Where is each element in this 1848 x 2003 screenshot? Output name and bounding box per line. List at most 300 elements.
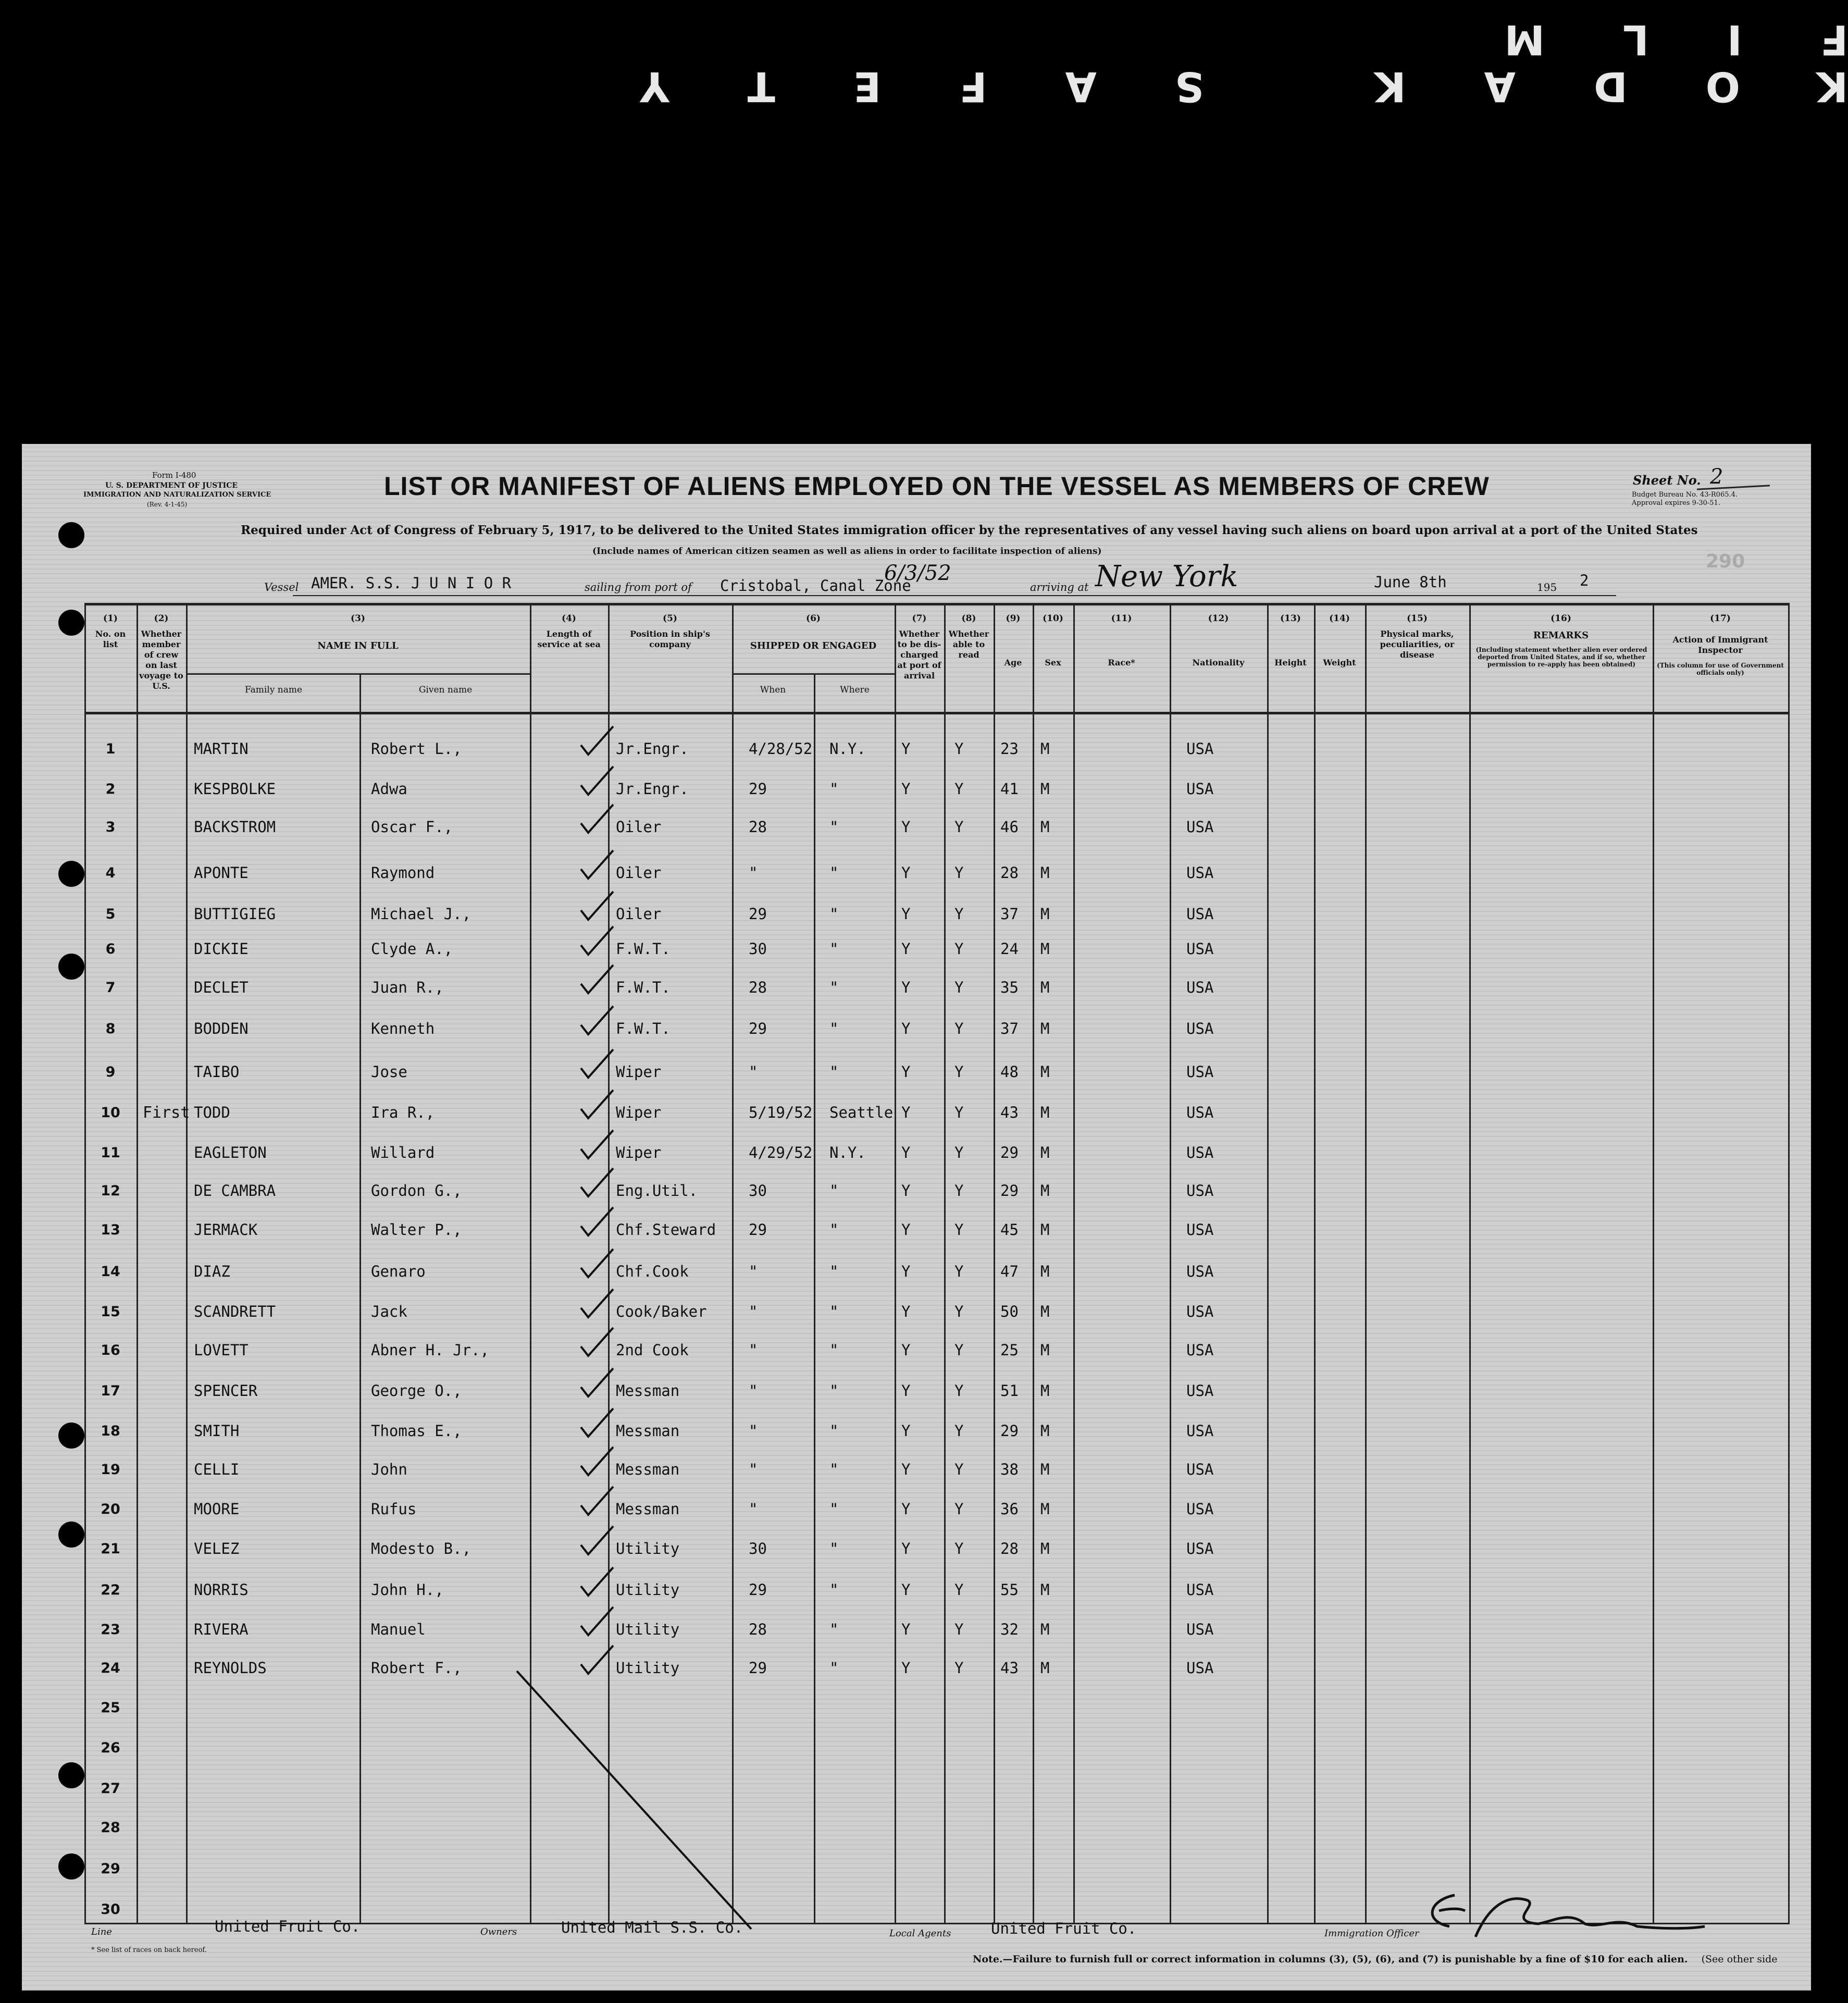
family-name: BUTTIGIEG: [194, 905, 276, 923]
given-name: Oscar F.,: [371, 818, 453, 836]
column-divider: [1365, 603, 1367, 1924]
sheet-number-label: Sheet No.: [1633, 473, 1701, 488]
column-divider: [1073, 603, 1075, 1924]
family-name: TODD: [194, 1104, 230, 1121]
check-mark: [577, 1445, 618, 1481]
check-mark: [577, 889, 618, 926]
owners-label: Owners: [480, 1926, 517, 1937]
column-number: (8): [961, 613, 976, 624]
races-note: * See list of races on back hereof.: [91, 1946, 207, 1954]
discharged-flag: Y: [901, 780, 911, 798]
position: Oiler: [616, 905, 662, 923]
shipped-where: ": [829, 905, 839, 923]
position: F.W.T.: [616, 979, 671, 996]
film-edge-text: [0, 0, 1848, 109]
header-bottom-border: [84, 712, 1788, 714]
check-mark: [577, 1088, 618, 1124]
read-flag: Y: [954, 1303, 964, 1320]
sex: M: [1040, 1621, 1050, 1638]
punch-hole: [58, 1423, 84, 1449]
nationality: USA: [1186, 940, 1214, 958]
family-name: EAGLETON: [194, 1144, 267, 1161]
position: Utility: [616, 1540, 680, 1557]
position: F.W.T.: [616, 1020, 671, 1037]
check-mark: [577, 802, 618, 839]
discharged-flag: Y: [901, 1621, 911, 1638]
given-name: Jack: [371, 1303, 407, 1320]
shipped-when: 30: [749, 940, 767, 958]
given-name: John: [371, 1461, 407, 1478]
shipped-where: ": [829, 1020, 839, 1037]
family-name: RIVERA: [194, 1621, 249, 1638]
age: 32: [1000, 1621, 1019, 1638]
row-number: 27: [101, 1781, 120, 1797]
table-top-border: [84, 603, 1788, 605]
family-name: BACKSTROM: [194, 818, 276, 836]
row-number: 4: [105, 865, 116, 881]
check-mark: [577, 764, 618, 801]
family-name-header: Family name: [244, 685, 303, 695]
age: 36: [1000, 1500, 1019, 1518]
subcolumn-divider: [359, 673, 361, 1924]
column-number: (16): [1551, 613, 1571, 624]
year-suffix: 2: [1580, 572, 1589, 589]
shipped-when: 30: [749, 1182, 767, 1200]
nationality: USA: [1186, 1500, 1214, 1518]
read-flag: Y: [954, 1540, 964, 1557]
row-number: 3: [105, 819, 116, 835]
row-number: 23: [101, 1622, 120, 1638]
discharged-flag: Y: [901, 1341, 911, 1359]
line-value: United Fruit Co.: [215, 1918, 361, 1935]
row-number: 5: [105, 906, 116, 922]
discharged-flag: Y: [901, 740, 911, 758]
shipped-where: Seattle: [829, 1104, 894, 1121]
discharged-flag: Y: [901, 1500, 911, 1518]
given-name: Kenneth: [371, 1020, 435, 1037]
discharged-flag: Y: [901, 1104, 911, 1121]
sex: M: [1040, 1303, 1050, 1320]
column-label: SHIPPED OR ENGAGED: [750, 640, 877, 651]
punch-hole: [58, 1522, 84, 1548]
shipped-where: ": [829, 1221, 839, 1239]
row-number: 12: [101, 1183, 120, 1199]
row-number: 29: [101, 1861, 120, 1877]
shipped-when: ": [749, 1422, 758, 1440]
given-name-header: Given name: [418, 685, 473, 695]
given-name: Modesto B.,: [371, 1540, 472, 1557]
column-number: (15): [1407, 613, 1428, 624]
column-number: (5): [663, 613, 677, 624]
column-label: REMARKS: [1533, 630, 1589, 641]
shipped-when: 29: [749, 780, 767, 798]
row-number: 2: [105, 781, 116, 797]
position: Messman: [616, 1500, 680, 1518]
column-number: (14): [1329, 613, 1350, 624]
department: U. S. DEPARTMENT OF JUSTICE: [105, 481, 238, 490]
shipped-where: ": [829, 1500, 839, 1518]
nationality: USA: [1186, 1063, 1214, 1081]
column-divider: [944, 603, 946, 1924]
position: Utility: [616, 1621, 680, 1638]
column-label: Nationality: [1192, 658, 1245, 667]
form-number: Form I-480: [152, 471, 196, 480]
budget-bureau: Budget Bureau No. 43-R065.4.: [1632, 491, 1738, 499]
age: 23: [1000, 740, 1019, 758]
age: 29: [1000, 1144, 1019, 1161]
where-header: Where: [840, 685, 870, 695]
given-name: Genaro: [371, 1263, 426, 1280]
given-name: Walter P.,: [371, 1221, 462, 1239]
position: Cook/Baker: [616, 1303, 707, 1320]
voyage-underline: [293, 595, 1616, 596]
handwritten-date: 6/3/52: [884, 561, 951, 585]
shipped-where: N.Y.: [829, 740, 866, 758]
row-number: 30: [101, 1901, 120, 1918]
nationality: USA: [1186, 1104, 1214, 1121]
arrival-date: June 8th: [1374, 573, 1447, 591]
shipped-where: ": [829, 1341, 839, 1359]
discharged-flag: Y: [901, 1020, 911, 1037]
vessel-name: AMER. S.S. J U N I O R: [311, 574, 512, 592]
read-flag: Y: [954, 1461, 964, 1478]
column-divider: [1170, 603, 1171, 1924]
shipped-when: 5/19/52: [749, 1104, 813, 1121]
form-subtitle-note: (Include names of American citizen seamen as well as aliens in order to facilitate inspection of aliens): [592, 546, 1102, 557]
read-flag: Y: [954, 1104, 964, 1121]
crew-last-voyage: First: [143, 1104, 190, 1122]
column-label: Action of Immigrant Inspector: [1672, 635, 1768, 655]
position: Messman: [616, 1382, 680, 1400]
shipped-when: 29: [749, 1659, 767, 1677]
row-number: 28: [101, 1820, 120, 1836]
owners-value: United Mail S.S. Co.: [561, 1919, 743, 1936]
column-divider: [1469, 603, 1471, 1924]
column-divider: [994, 603, 995, 1924]
row-number: 21: [101, 1541, 120, 1557]
read-flag: Y: [954, 864, 964, 882]
nationality: USA: [1186, 1020, 1214, 1037]
column-label: Physical marks, peculiarities, or disease: [1380, 629, 1455, 660]
family-name: JERMACK: [194, 1221, 258, 1239]
given-name: Robert F.,: [371, 1659, 462, 1677]
read-flag: Y: [954, 1221, 964, 1239]
column-divider: [1033, 603, 1034, 1924]
age: 43: [1000, 1104, 1019, 1121]
row-number: 17: [101, 1383, 120, 1399]
row-number: 9: [105, 1064, 116, 1080]
read-flag: Y: [954, 940, 964, 958]
shipped-where: ": [829, 1540, 839, 1557]
position: Oiler: [616, 864, 662, 882]
sex: M: [1040, 1063, 1050, 1081]
officer-label: Immigration Officer: [1324, 1928, 1419, 1939]
film-edge-label: KODAK SAFETY FILM: [562, 16, 1848, 109]
row-number: 20: [101, 1501, 120, 1517]
punch-hole: [58, 954, 84, 980]
position: Wiper: [616, 1104, 662, 1121]
nationality: USA: [1186, 1182, 1214, 1200]
sex: M: [1040, 864, 1050, 882]
agents-value: United Fruit Co.: [991, 1920, 1137, 1937]
sex: M: [1040, 1341, 1050, 1359]
read-flag: Y: [954, 1500, 964, 1518]
discharged-flag: Y: [901, 818, 911, 836]
family-name: KESPBOLKE: [194, 780, 276, 798]
nationality: USA: [1186, 864, 1214, 882]
family-name: REYNOLDS: [194, 1659, 267, 1677]
read-flag: Y: [954, 1422, 964, 1440]
shipped-when: ": [749, 1461, 758, 1478]
position: Utility: [616, 1581, 680, 1599]
line-label: Line: [91, 1926, 112, 1937]
age: 29: [1000, 1422, 1019, 1440]
discharged-flag: Y: [901, 1659, 911, 1677]
given-name: Adwa: [371, 780, 407, 798]
row-number: 25: [101, 1700, 120, 1716]
column-number: (3): [351, 613, 365, 624]
discharged-flag: Y: [901, 1303, 911, 1320]
row-number: 16: [101, 1342, 120, 1358]
row-number: 19: [101, 1462, 120, 1478]
year-prefix: 195: [1537, 581, 1557, 594]
row-number: 7: [105, 980, 116, 996]
family-name: DECLET: [194, 979, 249, 996]
check-mark: [577, 963, 618, 999]
shipped-where: ": [829, 1659, 839, 1677]
shipped-subheader-rule: [732, 673, 895, 675]
check-mark: [577, 724, 618, 761]
officer-signature: [1418, 1880, 1710, 1947]
column-number: (7): [912, 613, 927, 624]
check-mark: [577, 924, 618, 961]
remarks-note: (Including statement whether alien ever ordered deported from United States, and if so, whether permission to re-apply has been obtained): [1475, 646, 1647, 668]
shipped-when: 4/29/52: [749, 1144, 813, 1161]
row-number: 10: [101, 1105, 120, 1121]
shipped-where: ": [829, 1063, 839, 1081]
age: 50: [1000, 1303, 1019, 1320]
sex: M: [1040, 1581, 1050, 1599]
nationality: USA: [1186, 780, 1214, 798]
sex: M: [1040, 1263, 1050, 1280]
discharged-flag: Y: [901, 905, 911, 923]
position: Messman: [616, 1422, 680, 1440]
shipped-when: ": [749, 1500, 758, 1518]
discharged-flag: Y: [901, 1144, 911, 1161]
given-name: John H.,: [371, 1581, 444, 1599]
row-number: 8: [105, 1021, 116, 1037]
read-flag: Y: [954, 979, 964, 996]
given-name: Manuel: [371, 1621, 426, 1638]
check-mark: [577, 1047, 618, 1084]
shipped-when: 29: [749, 1581, 767, 1599]
manifest-sheet: [22, 444, 1811, 1990]
row-number: 11: [101, 1145, 120, 1161]
shipped-where: ": [829, 1303, 839, 1320]
family-name: SPENCER: [194, 1382, 258, 1400]
read-flag: Y: [954, 1382, 964, 1400]
age: 55: [1000, 1581, 1019, 1599]
family-name: APONTE: [194, 864, 249, 882]
nationality: USA: [1186, 740, 1214, 758]
nationality: USA: [1186, 1540, 1214, 1557]
read-flag: Y: [954, 1621, 964, 1638]
check-mark: [577, 848, 618, 885]
column-divider: [137, 603, 138, 1924]
shipped-where: ": [829, 780, 839, 798]
column-number: (2): [154, 613, 169, 624]
row-number: 15: [101, 1304, 120, 1320]
shipped-where: ": [829, 1422, 839, 1440]
read-flag: Y: [954, 740, 964, 758]
nationality: USA: [1186, 1341, 1214, 1359]
agents-label: Local Agents: [889, 1928, 951, 1939]
given-name: Abner H. Jr.,: [371, 1341, 489, 1359]
shipped-when: ": [749, 1303, 758, 1320]
given-name: Thomas E.,: [371, 1422, 462, 1440]
column-number: (4): [562, 613, 576, 624]
column-divider: [186, 603, 188, 1924]
cancel-stroke: [512, 1668, 762, 1939]
sheet-number-underline: [1697, 485, 1770, 490]
column-label: Race*: [1108, 658, 1135, 667]
row-number: 1: [105, 741, 116, 757]
column-label: No. on list: [95, 629, 126, 649]
revision: (Rev. 4-1-45): [147, 501, 188, 508]
nationality: USA: [1186, 1263, 1214, 1280]
sex: M: [1040, 780, 1050, 798]
position: Chf.Cook: [616, 1263, 689, 1280]
column-label: Position in ship's company: [630, 629, 710, 649]
family-name: BODDEN: [194, 1020, 249, 1037]
shipped-where: ": [829, 1382, 839, 1400]
discharged-flag: Y: [901, 1221, 911, 1239]
check-mark: [577, 1247, 618, 1283]
discharged-flag: Y: [901, 1540, 911, 1557]
punch-hole: [58, 1762, 84, 1788]
sex: M: [1040, 1422, 1050, 1440]
position: 2nd Cook: [616, 1341, 689, 1359]
sex: M: [1040, 818, 1050, 836]
row-number: 14: [101, 1264, 120, 1280]
age: 28: [1000, 1540, 1019, 1557]
age: 25: [1000, 1341, 1019, 1359]
given-name: George O.,: [371, 1382, 462, 1400]
check-mark: [577, 1406, 618, 1443]
column-number: (10): [1043, 613, 1063, 624]
family-name: MARTIN: [194, 740, 249, 758]
age: 45: [1000, 1221, 1019, 1239]
footer-note: [973, 1953, 1777, 1965]
given-name: Rufus: [371, 1500, 417, 1518]
check-mark: [577, 1205, 618, 1242]
nationality: USA: [1186, 818, 1214, 836]
given-name: Michael J.,: [371, 905, 472, 923]
sex: M: [1040, 1461, 1050, 1478]
position: F.W.T.: [616, 940, 671, 958]
column-number: (13): [1280, 613, 1301, 624]
shipped-when: 4/28/52: [749, 740, 813, 758]
nationality: USA: [1186, 1144, 1214, 1161]
age: 38: [1000, 1461, 1019, 1478]
family-name: VELEZ: [194, 1540, 240, 1557]
column-label: NAME IN FULL: [317, 640, 399, 651]
family-name: LOVETT: [194, 1341, 249, 1359]
shipped-where: ": [829, 1581, 839, 1599]
position: Eng.Util.: [616, 1182, 698, 1200]
given-name: Gordon G.,: [371, 1182, 462, 1200]
form-subtitle: Required under Act of Congress of February 5, 1917, to be delivered to the United States immigration officer by the representatives of any vessel having such aliens on board upon arrival at a port of the United States: [241, 523, 1698, 537]
nationality: USA: [1186, 1461, 1214, 1478]
position: Oiler: [616, 818, 662, 836]
age: 43: [1000, 1659, 1019, 1677]
family-name: SMITH: [194, 1422, 240, 1440]
position: Chf.Steward: [616, 1221, 716, 1239]
column-divider: [895, 603, 896, 1924]
nationality: USA: [1186, 1621, 1214, 1638]
sex: M: [1040, 1144, 1050, 1161]
read-flag: Y: [954, 1581, 964, 1599]
column-number: (6): [806, 613, 821, 624]
position: Jr.Engr.: [616, 780, 689, 798]
column-number: (11): [1111, 613, 1132, 624]
nationality: USA: [1186, 1221, 1214, 1239]
column-label: Height: [1274, 658, 1307, 667]
sex: M: [1040, 1500, 1050, 1518]
sex: M: [1040, 1182, 1050, 1200]
position: Jr.Engr.: [616, 740, 689, 758]
sex: M: [1040, 1104, 1050, 1121]
row-number: 18: [101, 1423, 120, 1439]
read-flag: Y: [954, 1263, 964, 1280]
nationality: USA: [1186, 1382, 1214, 1400]
row-number: 24: [101, 1660, 120, 1676]
row-number: 13: [101, 1222, 120, 1238]
check-mark: [577, 1287, 618, 1324]
vessel-label: Vessel: [264, 581, 299, 594]
check-mark: [577, 1485, 618, 1521]
row-number: 22: [101, 1582, 120, 1598]
column-label: Length of service at sea: [537, 629, 601, 649]
shipped-when: 30: [749, 1540, 767, 1557]
row-number: 26: [101, 1740, 120, 1756]
column-label: Age: [1004, 658, 1022, 667]
discharged-flag: Y: [901, 1461, 911, 1478]
shipped-where: ": [829, 864, 839, 882]
read-flag: Y: [954, 1341, 964, 1359]
column-divider: [1653, 603, 1654, 1924]
family-name: SCANDRETT: [194, 1303, 276, 1320]
family-name: MOORE: [194, 1500, 240, 1518]
shipped-when: 28: [749, 1621, 767, 1638]
punch-hole: [58, 522, 84, 548]
when-header: When: [760, 685, 786, 695]
position: Wiper: [616, 1144, 662, 1161]
nationality: USA: [1186, 1422, 1214, 1440]
shipped-where: ": [829, 979, 839, 996]
shipped-when: 29: [749, 905, 767, 923]
read-flag: Y: [954, 1020, 964, 1037]
arriving-port: New York: [1095, 560, 1238, 594]
column-number: (17): [1710, 613, 1731, 624]
stamp-number: 290: [1706, 551, 1745, 572]
shipped-when: 28: [749, 979, 767, 996]
discharged-flag: Y: [901, 1581, 911, 1599]
position: Wiper: [616, 1063, 662, 1081]
read-flag: Y: [954, 1659, 964, 1677]
sex: M: [1040, 740, 1050, 758]
family-name: TAIBO: [194, 1063, 240, 1081]
